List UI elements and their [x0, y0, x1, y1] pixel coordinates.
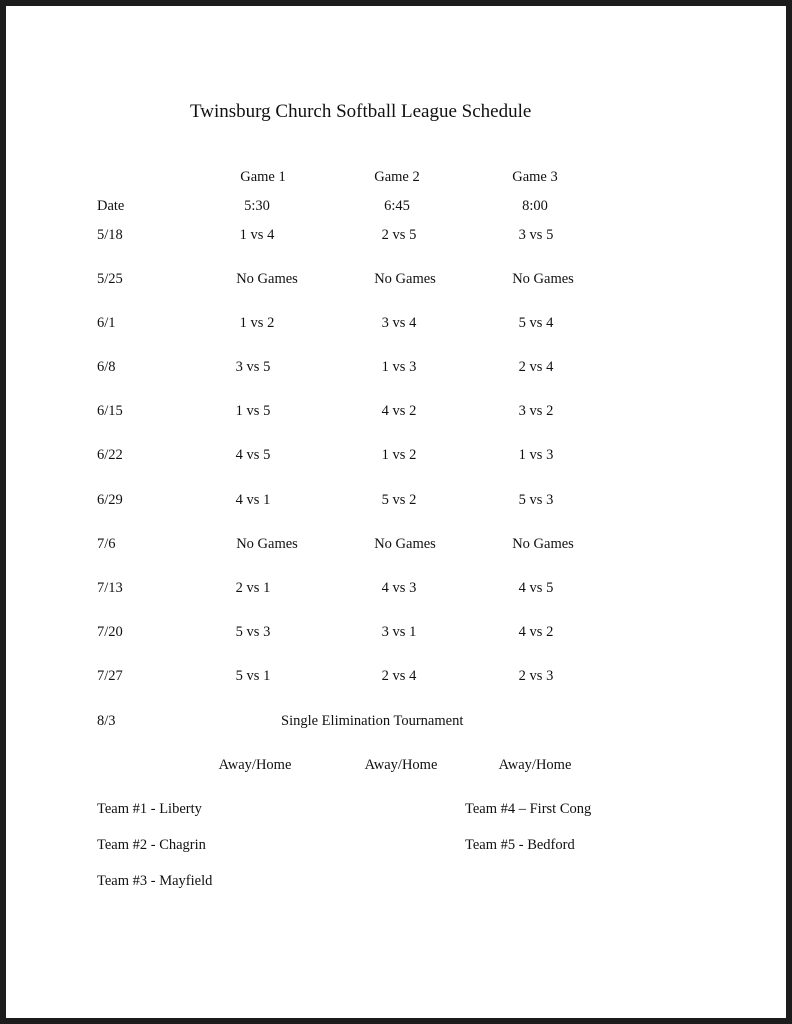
row-game-1: 1 vs 2 [239, 315, 275, 331]
row-game-3: 5 vs 3 [518, 492, 554, 508]
row-game-1: 5 vs 3 [235, 624, 271, 640]
row-date: 6/1 [97, 315, 116, 331]
team-legend-item: Team #2 - Chagrin [97, 837, 206, 853]
row-game-1: 4 vs 1 [235, 492, 271, 508]
game-1-header: Game 1 [240, 169, 286, 185]
row-game-1: 2 vs 1 [235, 580, 271, 596]
row-game-1: No Games [236, 271, 298, 287]
date-column-header: Date [97, 198, 125, 214]
row-date: 6/22 [97, 447, 123, 463]
row-date: 6/29 [97, 492, 123, 508]
row-date: 7/13 [97, 580, 123, 596]
away-home-label-3: Away/Home [498, 757, 572, 773]
row-game-2: No Games [374, 536, 436, 552]
game-3-header: Game 3 [512, 169, 558, 185]
row-game-1: 1 vs 4 [239, 227, 275, 243]
row-date: 7/20 [97, 624, 123, 640]
row-game-3: No Games [512, 271, 574, 287]
team-legend-item: Team #3 - Mayfield [97, 873, 213, 889]
game-2-header: Game 2 [374, 169, 420, 185]
row-game-2: 1 vs 3 [381, 359, 417, 375]
row-game-3: 2 vs 4 [518, 359, 554, 375]
row-game-1: 5 vs 1 [235, 668, 271, 684]
row-game-3: 3 vs 5 [518, 227, 554, 243]
row-game-2: No Games [374, 271, 436, 287]
row-game-2: 3 vs 4 [381, 315, 417, 331]
row-game-1: No Games [236, 536, 298, 552]
row-game-3: 5 vs 4 [518, 315, 554, 331]
row-game-3: 4 vs 2 [518, 624, 554, 640]
row-game-2: 4 vs 3 [381, 580, 417, 596]
row-game-2: 2 vs 5 [381, 227, 417, 243]
game-1-time: 5:30 [244, 198, 270, 214]
row-date: 7/6 [97, 536, 116, 552]
row-game-2: 4 vs 2 [381, 403, 417, 419]
schedule-page [6, 6, 786, 1018]
row-game-2: 2 vs 4 [381, 668, 417, 684]
row-date: 6/15 [97, 403, 123, 419]
tournament-label: Single Elimination Tournament [281, 713, 464, 729]
row-date: 7/27 [97, 668, 123, 684]
away-home-label-1: Away/Home [218, 757, 292, 773]
team-legend-item: Team #1 - Liberty [97, 801, 202, 817]
away-home-label-2: Away/Home [364, 757, 438, 773]
row-game-1: 3 vs 5 [235, 359, 271, 375]
row-game-3: 1 vs 3 [518, 447, 554, 463]
row-date: 5/18 [97, 227, 123, 243]
row-game-1: 4 vs 5 [235, 447, 271, 463]
row-game-2: 3 vs 1 [381, 624, 417, 640]
row-game-1: 1 vs 5 [235, 403, 271, 419]
game-3-time: 8:00 [522, 198, 548, 214]
game-2-time: 6:45 [384, 198, 410, 214]
row-date: 5/25 [97, 271, 123, 287]
team-legend-item: Team #5 - Bedford [465, 837, 575, 853]
tournament-date: 8/3 [97, 713, 116, 729]
page-title: Twinsburg Church Softball League Schedule [190, 101, 532, 122]
row-game-3: 3 vs 2 [518, 403, 554, 419]
row-game-2: 1 vs 2 [381, 447, 417, 463]
team-legend-item: Team #4 – First Cong [465, 801, 592, 817]
row-game-3: No Games [512, 536, 574, 552]
row-game-2: 5 vs 2 [381, 492, 417, 508]
row-game-3: 4 vs 5 [518, 580, 554, 596]
row-game-3: 2 vs 3 [518, 668, 554, 684]
row-date: 6/8 [97, 359, 116, 375]
